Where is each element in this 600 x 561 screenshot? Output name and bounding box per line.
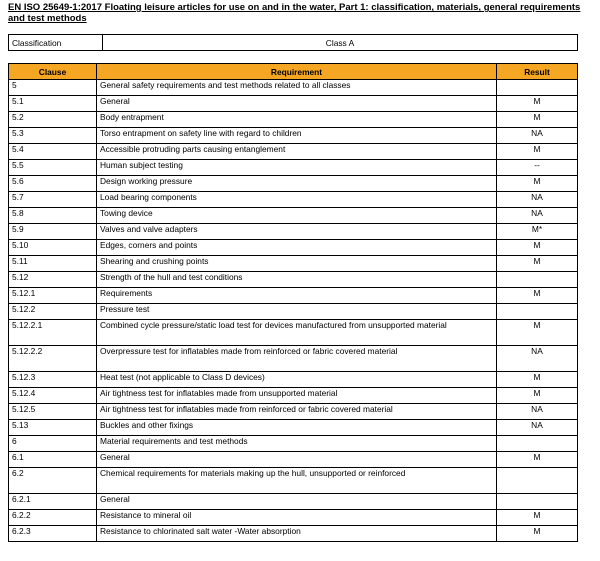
result-cell: M bbox=[497, 510, 578, 526]
requirement-cell: Requirements bbox=[97, 288, 497, 304]
requirement-cell: General safety requirements and test methods related to all classes bbox=[97, 80, 497, 96]
table-row bbox=[9, 144, 578, 160]
result-cell bbox=[497, 494, 578, 510]
clause-cell: 5.12.4 bbox=[9, 388, 97, 404]
clause-cell: 5.12.5 bbox=[9, 404, 97, 420]
table-row bbox=[9, 304, 578, 320]
requirement-cell: Design working pressure bbox=[97, 176, 497, 192]
requirement-cell: General bbox=[97, 452, 497, 468]
result-cell: M bbox=[497, 256, 578, 272]
requirement-cell: Load bearing components bbox=[97, 192, 497, 208]
result-cell: NA bbox=[497, 128, 578, 144]
result-cell: M bbox=[497, 176, 578, 192]
clause-cell: 5.13 bbox=[9, 420, 97, 436]
requirement-cell: Accessible protruding parts causing entanglement bbox=[97, 144, 497, 160]
requirement-cell: Pressure test bbox=[97, 304, 497, 320]
table-row bbox=[9, 494, 578, 510]
clause-cell: 6.2 bbox=[9, 468, 97, 494]
requirement-cell: Combined cycle pressure/static load test for devices manufactured from unsupported material bbox=[97, 320, 497, 346]
result-cell bbox=[497, 468, 578, 494]
table-row bbox=[9, 176, 578, 192]
clause-cell: 6.1 bbox=[9, 452, 97, 468]
clause-cell: 5.12.3 bbox=[9, 372, 97, 388]
clause-cell: 5.9 bbox=[9, 224, 97, 240]
table-row bbox=[9, 240, 578, 256]
clause-cell: 5.12.2.2 bbox=[9, 346, 97, 372]
clause-cell: 5 bbox=[9, 80, 97, 96]
clause-cell: 5.12.1 bbox=[9, 288, 97, 304]
clause-cell: 5.12.2 bbox=[9, 304, 97, 320]
result-cell: M bbox=[497, 240, 578, 256]
requirement-cell: Human subject testing bbox=[97, 160, 497, 176]
clause-cell: 5.12.2.1 bbox=[9, 320, 97, 346]
header-requirement: Requirement bbox=[97, 64, 497, 80]
table-row bbox=[9, 346, 578, 372]
requirement-cell: Torso entrapment on safety line with regard to children bbox=[97, 128, 497, 144]
table-row bbox=[9, 320, 578, 346]
result-cell bbox=[497, 272, 578, 288]
clause-cell: 6.2.2 bbox=[9, 510, 97, 526]
result-cell: M bbox=[497, 372, 578, 388]
classification-table bbox=[8, 34, 578, 51]
header-result: Result bbox=[497, 64, 578, 80]
requirement-cell: Overpressure test for inflatables made from reinforced or fabric covered material bbox=[97, 346, 497, 372]
requirement-cell: Heat test (not applicable to Class D devices) bbox=[97, 372, 497, 388]
table-row bbox=[9, 224, 578, 240]
result-cell: M* bbox=[497, 224, 578, 240]
requirement-cell: Air tightness test for inflatables made from unsupported material bbox=[97, 388, 497, 404]
classification-label: Classification bbox=[9, 35, 103, 51]
table-header-row bbox=[9, 64, 578, 80]
result-cell: NA bbox=[497, 420, 578, 436]
table-row bbox=[9, 192, 578, 208]
table-row bbox=[9, 160, 578, 176]
clause-cell: 6.2.1 bbox=[9, 494, 97, 510]
classification-value: Class A bbox=[103, 35, 578, 51]
clause-cell: 5.8 bbox=[9, 208, 97, 224]
classification-row bbox=[9, 35, 578, 51]
result-cell: M bbox=[497, 320, 578, 346]
clause-cell: 6 bbox=[9, 436, 97, 452]
clause-cell: 5.3 bbox=[9, 128, 97, 144]
result-cell: M bbox=[497, 526, 578, 542]
clause-cell: 5.10 bbox=[9, 240, 97, 256]
result-cell bbox=[497, 80, 578, 96]
result-cell: M bbox=[497, 388, 578, 404]
table-row bbox=[9, 388, 578, 404]
table-row bbox=[9, 96, 578, 112]
table-row bbox=[9, 420, 578, 436]
result-cell: M bbox=[497, 96, 578, 112]
requirement-cell: Air tightness test for inflatables made from reinforced or fabric covered material bbox=[97, 404, 497, 420]
result-cell: NA bbox=[497, 346, 578, 372]
result-cell: -- bbox=[497, 160, 578, 176]
requirement-cell: Valves and valve adapters bbox=[97, 224, 497, 240]
table-row bbox=[9, 80, 578, 96]
requirement-cell: Edges, corners and points bbox=[97, 240, 497, 256]
requirement-cell: Shearing and crushing points bbox=[97, 256, 497, 272]
header-clause: Clause bbox=[9, 64, 97, 80]
result-cell: M bbox=[497, 452, 578, 468]
table-row bbox=[9, 256, 578, 272]
clause-cell: 5.1 bbox=[9, 96, 97, 112]
requirement-cell: Towing device bbox=[97, 208, 497, 224]
requirement-cell: Chemical requirements for materials making up the hull, unsupported or reinforced bbox=[97, 468, 497, 494]
table-row bbox=[9, 468, 578, 494]
result-cell bbox=[497, 436, 578, 452]
table-row bbox=[9, 112, 578, 128]
table-row bbox=[9, 372, 578, 388]
clause-cell: 5.6 bbox=[9, 176, 97, 192]
clause-cell: 6.2.3 bbox=[9, 526, 97, 542]
requirement-cell: Buckles and other fixings bbox=[97, 420, 497, 436]
clause-cell: 5.2 bbox=[9, 112, 97, 128]
table-row bbox=[9, 510, 578, 526]
result-cell: NA bbox=[497, 208, 578, 224]
requirements-table bbox=[8, 63, 578, 542]
clause-cell: 5.7 bbox=[9, 192, 97, 208]
result-cell: M bbox=[497, 288, 578, 304]
table-row bbox=[9, 436, 578, 452]
clause-cell: 5.11 bbox=[9, 256, 97, 272]
clause-cell: 5.12 bbox=[9, 272, 97, 288]
requirement-cell: General bbox=[97, 494, 497, 510]
table-row bbox=[9, 526, 578, 542]
requirement-cell: Resistance to chlorinated salt water -Water absorption bbox=[97, 526, 497, 542]
table-row bbox=[9, 404, 578, 420]
requirement-cell: Resistance to mineral oil bbox=[97, 510, 497, 526]
clause-cell: 5.4 bbox=[9, 144, 97, 160]
clause-cell: 5.5 bbox=[9, 160, 97, 176]
document-title: EN ISO 25649-1:2017 Floating leisure articles for use on and in the water, Part 1: classification, materials, general requirements and test methods bbox=[8, 2, 581, 24]
requirement-cell: Material requirements and test methods bbox=[97, 436, 497, 452]
requirement-cell: General bbox=[97, 96, 497, 112]
result-cell bbox=[497, 304, 578, 320]
table-row bbox=[9, 272, 578, 288]
result-cell: NA bbox=[497, 192, 578, 208]
requirement-cell: Strength of the hull and test conditions bbox=[97, 272, 497, 288]
result-cell: M bbox=[497, 144, 578, 160]
requirement-cell: Body entrapment bbox=[97, 112, 497, 128]
result-cell: M bbox=[497, 112, 578, 128]
table-row bbox=[9, 288, 578, 304]
table-row bbox=[9, 128, 578, 144]
table-row bbox=[9, 452, 578, 468]
result-cell: NA bbox=[497, 404, 578, 420]
table-row bbox=[9, 208, 578, 224]
